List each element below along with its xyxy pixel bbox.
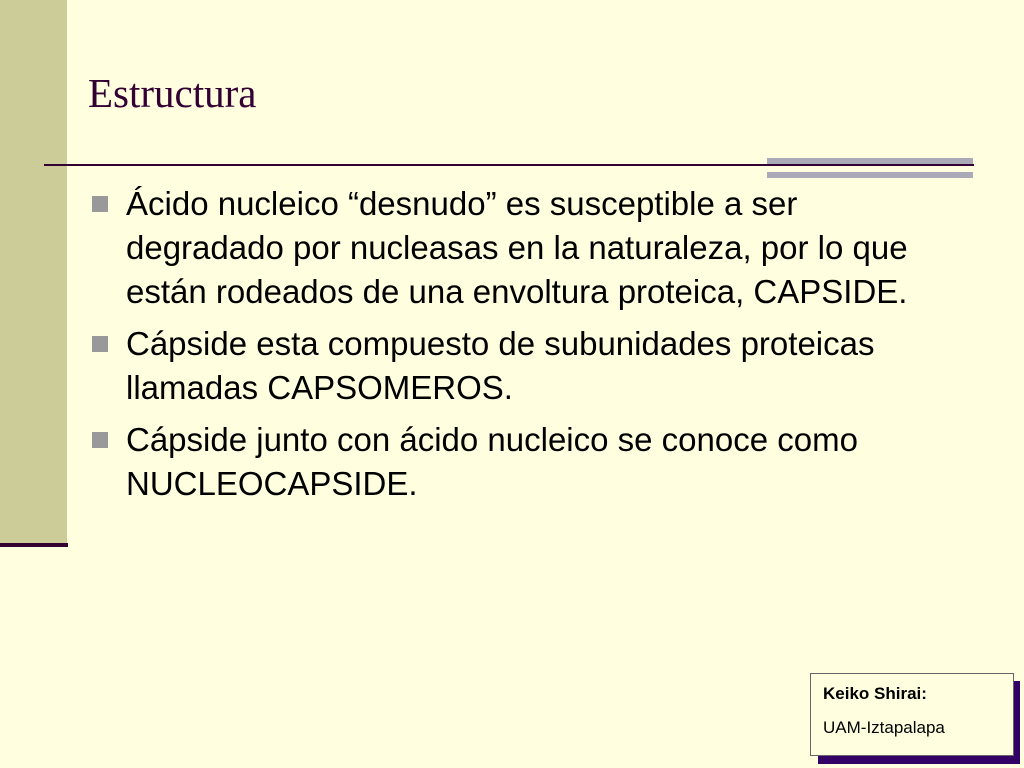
square-bullet-icon xyxy=(92,196,108,212)
bullet-text: Cápside junto con ácido nucleico se conoce como NUCLEOCAPSIDE. xyxy=(126,421,858,502)
bullet-item xyxy=(88,322,948,410)
credit-author-name: Keiko Shirai: xyxy=(823,684,927,703)
credit-institution: UAM-Iztapalapa xyxy=(823,718,945,737)
left-band-underline xyxy=(0,543,68,547)
bullet-text: Ácido nucleico “desnudo” es susceptible a ser degradado por nucleasas en la naturaleza, por lo que están rodeados de una envoltura proteica, CAPSIDE. xyxy=(126,185,908,310)
title-rule xyxy=(44,164,974,166)
title-rule-accent-bottom xyxy=(767,172,973,178)
slide-title: Estructura xyxy=(88,70,257,116)
bullet-text: Cápside esta compuesto de subunidades proteicas llamadas CAPSOMEROS. xyxy=(126,325,875,406)
square-bullet-icon xyxy=(92,432,108,448)
bullet-item xyxy=(88,182,948,314)
left-decorative-band xyxy=(0,0,67,545)
square-bullet-icon xyxy=(92,336,108,352)
bullet-item xyxy=(88,418,948,506)
credit-box xyxy=(810,673,1014,756)
bullet-list xyxy=(88,182,948,514)
